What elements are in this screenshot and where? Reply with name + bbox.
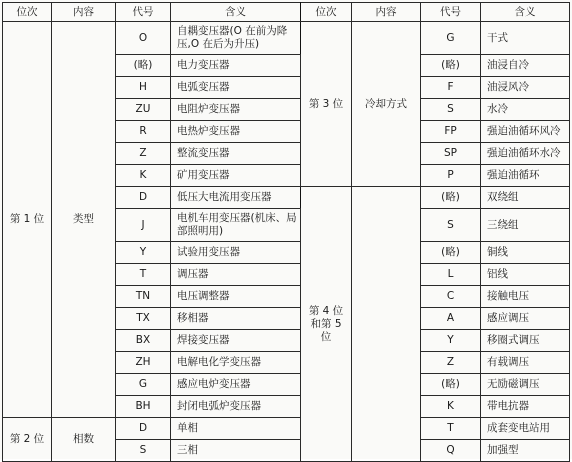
header-content: 内容 bbox=[52, 3, 116, 22]
meaning-cell: 电机车用变压器(机床、局部照明用) bbox=[171, 209, 301, 242]
meaning-cell: 无励磁调压 bbox=[481, 374, 570, 396]
code-cell: TN bbox=[116, 286, 171, 308]
meaning-cell: 双绕组 bbox=[481, 187, 570, 209]
meaning-cell: 带电抗器 bbox=[481, 396, 570, 418]
meaning-cell: 三相 bbox=[171, 440, 301, 462]
code-cell: SP bbox=[421, 143, 481, 165]
position-cell-4-5: 第 4 位 和第 5 位 bbox=[301, 187, 352, 462]
code-cell: G bbox=[116, 374, 171, 396]
header-code-right: 代号 bbox=[421, 3, 481, 22]
meaning-cell: 调压器 bbox=[171, 264, 301, 286]
meaning-cell: 电阻炉变压器 bbox=[171, 99, 301, 121]
meaning-cell: 试验用变压器 bbox=[171, 242, 301, 264]
meaning-cell: 干式 bbox=[481, 22, 570, 55]
code-cell: BX bbox=[116, 330, 171, 352]
meaning-cell: 感应电炉变压器 bbox=[171, 374, 301, 396]
meaning-cell: 水冷 bbox=[481, 99, 570, 121]
meaning-cell: 强迫油循环水冷 bbox=[481, 143, 570, 165]
code-cell: G bbox=[421, 22, 481, 55]
header-meaning: 含义 bbox=[171, 3, 301, 22]
header-meaning-right: 含义 bbox=[481, 3, 570, 22]
meaning-cell: 油浸风冷 bbox=[481, 77, 570, 99]
code-cell: C bbox=[421, 286, 481, 308]
position-cell-1: 第 1 位 bbox=[3, 22, 52, 418]
content-cell-phase: 相数 bbox=[52, 418, 116, 462]
table-row bbox=[3, 22, 570, 55]
code-cell: (略) bbox=[421, 55, 481, 77]
meaning-cell: 焊接变压器 bbox=[171, 330, 301, 352]
meaning-cell: 强迫油循环风冷 bbox=[481, 121, 570, 143]
code-cell: R bbox=[116, 121, 171, 143]
header-position-right: 位次 bbox=[301, 3, 352, 22]
code-cell: BH bbox=[116, 396, 171, 418]
code-cell: O bbox=[116, 22, 171, 55]
header-row bbox=[3, 3, 570, 22]
content-cell-empty bbox=[352, 187, 421, 462]
code-cell: (略) bbox=[421, 187, 481, 209]
code-cell: A bbox=[421, 308, 481, 330]
position-cell-2: 第 2 位 bbox=[3, 418, 52, 462]
meaning-cell: 强迫油循环 bbox=[481, 165, 570, 187]
meaning-cell: 三绕组 bbox=[481, 209, 570, 242]
code-cell: ZH bbox=[116, 352, 171, 374]
code-cell: K bbox=[116, 165, 171, 187]
meaning-cell: 电压调整器 bbox=[171, 286, 301, 308]
code-cell: T bbox=[116, 264, 171, 286]
code-cell: S bbox=[421, 209, 481, 242]
code-cell: ZU bbox=[116, 99, 171, 121]
meaning-cell: 低压大电流用变压器 bbox=[171, 187, 301, 209]
meaning-cell: 电弧变压器 bbox=[171, 77, 301, 99]
meaning-cell: 矿用变压器 bbox=[171, 165, 301, 187]
code-cell: S bbox=[421, 99, 481, 121]
code-cell: (略) bbox=[421, 374, 481, 396]
header-code: 代号 bbox=[116, 3, 171, 22]
meaning-cell: 加强型 bbox=[481, 440, 570, 462]
code-cell: (略) bbox=[421, 242, 481, 264]
meaning-cell: 油浸自冷 bbox=[481, 55, 570, 77]
meaning-cell: 整流变压器 bbox=[171, 143, 301, 165]
header-position: 位次 bbox=[3, 3, 52, 22]
content-cell-type: 类型 bbox=[52, 22, 116, 418]
code-cell: F bbox=[421, 77, 481, 99]
meaning-cell: 铜线 bbox=[481, 242, 570, 264]
meaning-cell: 移相器 bbox=[171, 308, 301, 330]
code-cell: D bbox=[116, 418, 171, 440]
meaning-cell: 自耦变压器(O 在前为降压,O 在后为升压) bbox=[171, 22, 301, 55]
code-cell: Z bbox=[421, 352, 481, 374]
meaning-cell: 电热炉变压器 bbox=[171, 121, 301, 143]
code-cell: Y bbox=[116, 242, 171, 264]
code-cell: T bbox=[421, 418, 481, 440]
meaning-cell: 移圈式调压 bbox=[481, 330, 570, 352]
meaning-cell: 有载调压 bbox=[481, 352, 570, 374]
code-cell: FP bbox=[421, 121, 481, 143]
code-cell: (略) bbox=[116, 55, 171, 77]
code-cell: S bbox=[116, 440, 171, 462]
meaning-cell: 接触电压 bbox=[481, 286, 570, 308]
content-cell-cooling: 冷却方式 bbox=[352, 22, 421, 187]
code-cell: Z bbox=[116, 143, 171, 165]
code-cell: P bbox=[421, 165, 481, 187]
meaning-cell: 电解电化学变压器 bbox=[171, 352, 301, 374]
meaning-cell: 单相 bbox=[171, 418, 301, 440]
meaning-cell: 感应调压 bbox=[481, 308, 570, 330]
code-cell: Q bbox=[421, 440, 481, 462]
header-content-right: 内容 bbox=[352, 3, 421, 22]
meaning-cell: 成套变电站用 bbox=[481, 418, 570, 440]
meaning-cell: 封闭电弧炉变压器 bbox=[171, 396, 301, 418]
code-cell: L bbox=[421, 264, 481, 286]
code-cell: TX bbox=[116, 308, 171, 330]
code-cell: D bbox=[116, 187, 171, 209]
code-cell: K bbox=[421, 396, 481, 418]
meaning-cell: 电力变压器 bbox=[171, 55, 301, 77]
table-row bbox=[3, 418, 570, 440]
meaning-cell: 铝线 bbox=[481, 264, 570, 286]
code-cell: Y bbox=[421, 330, 481, 352]
code-cell: H bbox=[116, 77, 171, 99]
model-code-table bbox=[2, 2, 570, 462]
position-cell-3: 第 3 位 bbox=[301, 22, 352, 187]
code-cell: J bbox=[116, 209, 171, 242]
